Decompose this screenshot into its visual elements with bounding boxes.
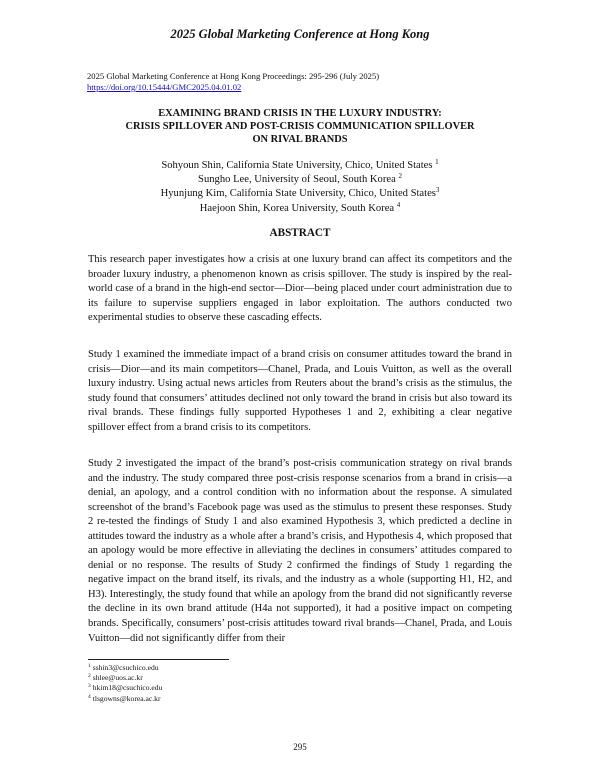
footnote xyxy=(88,663,162,673)
title-line-2: CRISIS SPILLOVER AND POST-CRISIS COMMUNICATION SPILLOVER xyxy=(125,121,475,132)
paper-title xyxy=(60,107,540,146)
footnote-email: hkim18@csuchico.edu xyxy=(92,683,163,693)
footnote-marker: 1 xyxy=(88,663,91,669)
abstract-heading: ABSTRACT xyxy=(269,227,331,239)
footnote-divider xyxy=(88,659,229,660)
footnote-marker: 2 xyxy=(398,172,402,181)
author-affiliation: Hyunjung Kim, California State University, Chico, United States xyxy=(160,188,436,200)
abstract-paragraph: This research paper investigates how a crisis at one luxury brand can affect its competitors and the broader luxury industry, a phenomenon known as crisis spillover. The study is inspired by the real-world case of a brand in the high-end sector—Dior—being placed under court administration due to its failure to supervise suppliers engaged in labor exploitation. The authors conducted two experimental studies to observe these cascading effects. xyxy=(88,254,512,324)
running-header: 2025 Global Marketing Conference at Hong Kong xyxy=(170,27,430,41)
footnote-marker: 3 xyxy=(435,186,440,195)
footnote xyxy=(88,673,162,683)
footnote-marker: 4 xyxy=(88,693,91,700)
author-line xyxy=(60,187,540,201)
author-affiliation: Sohyoun Shin, California State University, Chico, United States xyxy=(161,160,433,171)
footnote-marker: 2 xyxy=(88,673,91,680)
author-affiliation: Haejoon Shin, Korea University, South Korea xyxy=(199,202,395,214)
abstract-paragraph: Study 1 examined the immediate impact of a brand crisis on consumer attitudes toward the brand in crisis—Dior—and its main competitors—Chanel, Prada, and Louis Vuitton, as well as the overall luxury industry. Using actual news articles from Reuters about the brand’s crisis as the stimulus, the study found that consumers’ attitudes declined not only toward the brand in crisis but also toward its rival brands. These findings fully supported Hypotheses 1 and 2, exhibiting a clear negative spillover effect from a brand crisis to its competitors. xyxy=(88,349,512,433)
author-affiliation: Sungho Lee, University of Seoul, South Korea xyxy=(198,174,396,186)
footnote xyxy=(88,683,162,693)
title-line-3: ON RIVAL BRANDS xyxy=(252,134,348,145)
author-line xyxy=(60,173,540,187)
footnote-email: shlee@uos.ac.kr xyxy=(92,673,143,683)
footnote-email: tlsgowns@korea.ac.kr xyxy=(92,693,161,703)
author-line xyxy=(60,202,540,216)
footnote-marker: 4 xyxy=(396,200,401,209)
doi-link[interactable]: https://doi.org/10.15444/GMC2025.04.01.02 xyxy=(87,82,242,92)
title-line-1: EXAMINING BRAND CRISIS IN THE LUXURY INDUSTRY: xyxy=(158,108,442,119)
footnotes xyxy=(88,663,162,704)
proceedings-line: 2025 Global Marketing Conference at Hong Kong Proceedings: 295-296 (July 2025) xyxy=(87,71,380,81)
page-number: 295 xyxy=(293,742,307,752)
footnote-marker: 1 xyxy=(435,158,439,166)
footnote-marker: 3 xyxy=(88,683,91,690)
author-list xyxy=(60,159,540,216)
proceedings-citation xyxy=(87,71,379,93)
author-line xyxy=(60,159,540,173)
abstract-paragraph: Study 2 investigated the impact of the brand’s post-crisis communication strategy on rival brands and the industry. The study compared three post-crisis response scenarios from a brand in crisis—a denial, an apology, and a control condition with no information about the response. A simulated screenshot of the brand’s Facebook page was used as the stimulus to present these responses. Study 2 re-tested the findings of Study 1 and also examined Hypothesis 3, which predicted a decline in attitudes toward the industry as a whole after a brand’s crisis, and Hypothesis 4, which proposed that an apology would be more effective in alleviating the declines in consumers’ attitudes compared to denial or no response. The results of Study 2 confirmed the findings of Study 1 regarding the negative impact on the brand itself, its rivals, and the industry as a whole (supporting H1, H2, and H3). Interestingly, the study found that while an apology from the brand did not significantly reverse the decline in its own brand attitude (H4a not supported), it had a positive impact on competing brands. Specifically, consumers’ post-crisis attitudes toward rival brands—Chanel, Prada, and Louis Vuitton—did not significantly differ from their xyxy=(88,458,512,644)
footnote xyxy=(88,694,162,704)
footnote-email: sshin3@csuchico.edu xyxy=(92,663,159,672)
